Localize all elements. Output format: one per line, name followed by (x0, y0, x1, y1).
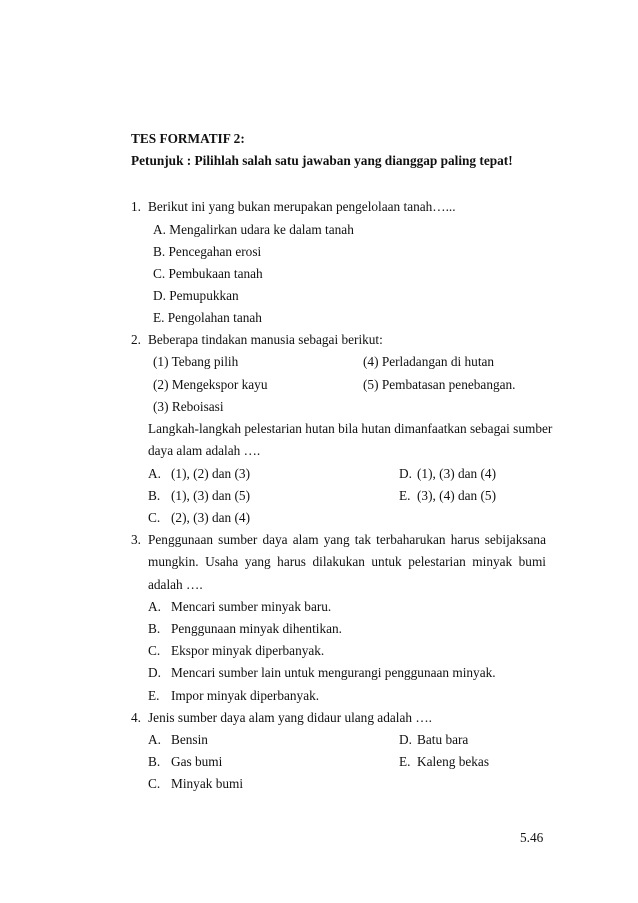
q1-option-a: A. Mengalirkan udara ke dalam tanah (153, 222, 354, 237)
q3-option-b-letter: B. (148, 621, 161, 636)
q1-option-c: C. Pembukaan tanah (153, 266, 263, 281)
q3-option-a-text: Mencari sumber minyak baru. (171, 599, 332, 614)
q2-option-b-letter: B. (148, 488, 161, 503)
q2-question-line1: Langkah-langkah pelestarian hutan bila hutan dimanfaatkan sebagai sumber (148, 421, 553, 436)
q3-option-c-text: Ekspor minyak diperbanyak. (171, 643, 325, 658)
q3-option-e-letter: E. (148, 688, 160, 703)
q2-option-d-letter: D. (399, 466, 412, 481)
page-number: 5.46 (520, 830, 544, 845)
q3-option-d-text: Mencari sumber lain untuk mengurangi penggunaan minyak. (171, 665, 496, 680)
q2-option-e-text: (3), (4) dan (5) (417, 488, 497, 503)
q4-option-c-text: Minyak bumi (171, 776, 244, 791)
q3-option-c-letter: C. (148, 643, 161, 658)
q4-option-e-text: Kaleng bekas (417, 754, 489, 769)
q4-option-d-text: Batu bara (417, 732, 469, 747)
q2-action-5: (5) Pembatasan penebangan. (363, 377, 516, 392)
q2-option-d-text: (1), (3) dan (4) (417, 466, 497, 481)
q1-option-b: B. Pencegahan erosi (153, 244, 262, 259)
q1-stem: Berikut ini yang bukan merupakan pengelolaan tanah…... (148, 199, 456, 214)
q3-option-a-letter: A. (148, 599, 161, 614)
q2-question-line2: daya alam adalah …. (148, 443, 261, 458)
q3-option-e-text: Impor minyak diperbanyak. (171, 688, 320, 703)
q4-stem: Jenis sumber daya alam yang didaur ulang adalah …. (148, 710, 432, 725)
q4-option-a-text: Bensin (171, 732, 208, 747)
q3-stem-line3: adalah …. (148, 577, 203, 592)
q4-option-d-letter: D. (399, 732, 412, 747)
q3-option-d-letter: D. (148, 665, 161, 680)
q2-number: 2. (131, 332, 141, 347)
q4-option-e-letter: E. (399, 754, 411, 769)
q3-stem-line1: Penggunaan sumber daya alam yang tak terbaharukan harus sebijaksana (148, 532, 546, 547)
q4-option-a-letter: A. (148, 732, 161, 747)
q2-option-c-letter: C. (148, 510, 161, 525)
q2-action-3: (3) Reboisasi (153, 399, 224, 414)
q3-stem-line2: mungkin. Usaha yang harus dilakukan untuk pelestarian minyak bumi (148, 554, 546, 569)
q4-option-c-letter: C. (148, 776, 161, 791)
q2-action-2: (2) Mengekspor kayu (153, 377, 268, 392)
q4-option-b-text: Gas bumi (171, 754, 223, 769)
q1-option-e: E. Pengolahan tanah (153, 310, 262, 325)
q1-option-d: D. Pemupukkan (153, 288, 239, 303)
q2-action-4: (4) Perladangan di hutan (363, 354, 495, 369)
q4-number: 4. (131, 710, 141, 725)
q2-option-c-text: (2), (3) dan (4) (171, 510, 251, 525)
q2-option-e-letter: E. (399, 488, 411, 503)
q3-option-b-text: Penggunaan minyak dihentikan. (171, 621, 342, 636)
q2-stem: Beberapa tindakan manusia sebagai berikut: (148, 332, 383, 347)
q2-option-a-text: (1), (2) dan (3) (171, 466, 251, 481)
test-title: TES FORMATIF 2: (131, 131, 245, 146)
q1-number: 1. (131, 199, 141, 214)
q2-option-a-letter: A. (148, 466, 161, 481)
q2-action-1: (1) Tebang pilih (153, 354, 239, 369)
instruction: Petunjuk : Pilihlah salah satu jawaban yang dianggap paling tepat! (131, 153, 513, 168)
q3-number: 3. (131, 532, 141, 547)
q4-option-b-letter: B. (148, 754, 161, 769)
q2-option-b-text: (1), (3) dan (5) (171, 488, 251, 503)
